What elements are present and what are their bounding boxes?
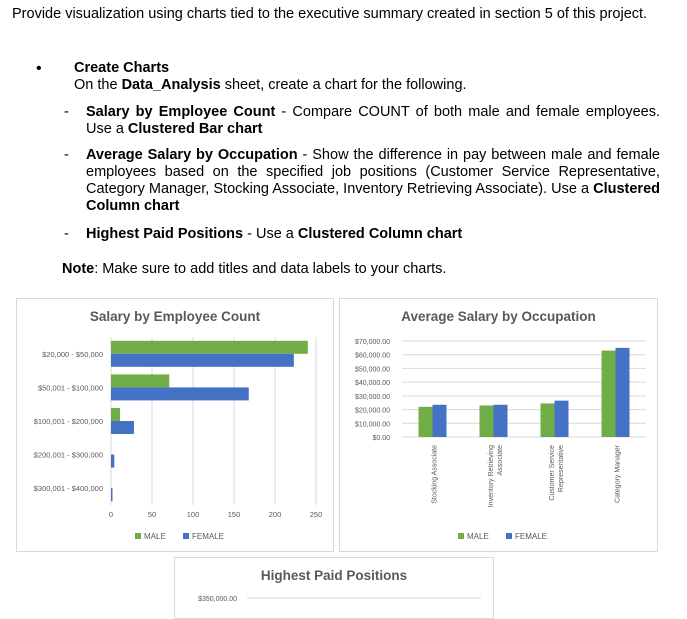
chart-salary-by-employee-count[interactable] [16, 298, 334, 552]
column-male [480, 405, 494, 437]
y-tick-label: $20,000 - $50,000 [42, 349, 103, 359]
dash-marker: - [64, 147, 69, 163]
chart-highest-paid-positions[interactable] [174, 557, 494, 619]
dash-marker: - [64, 226, 69, 242]
y-tick-label: $200,001 - $300,000 [33, 450, 103, 460]
bar-female [111, 455, 114, 468]
bar-chart-svg [17, 299, 333, 551]
bar-female [111, 421, 134, 434]
bar-male [111, 408, 120, 421]
column-male [419, 407, 433, 437]
x-tick-label: 50 [147, 510, 157, 519]
x-tick-label: Representative [558, 445, 565, 493]
x-tick-label: 150 [227, 510, 241, 519]
y-tick-label: $350,000.00 [198, 596, 237, 603]
bar-male [111, 374, 169, 387]
document-body [12, 6, 660, 277]
y-tick-label: $50,000.00 [354, 366, 390, 374]
column-male [602, 351, 616, 437]
intro-paragraph: Provide visualization using charts tied to the executive summary created in section 5 of this project. [12, 6, 648, 22]
y-tick-label: $300,001 - $400,000 [33, 484, 103, 494]
section-title: Create Charts [74, 60, 170, 76]
section-description: On the Data_Analysis sheet, create a chart for the following. [74, 77, 467, 93]
legend-swatch [506, 533, 512, 539]
column-female [616, 348, 630, 437]
list-item: - Highest Paid Positions - Use a Clustered Column chart [64, 226, 463, 242]
x-tick-label: 250 [309, 510, 323, 519]
x-tick-label: Customer Service [549, 445, 556, 501]
bar-female [111, 354, 294, 367]
legend-swatch [458, 533, 464, 539]
chart-title: Average Salary by Occupation [401, 309, 596, 324]
list-item: - Salary by Employee Count - Compare COUNT of both male and female employees. Use a Clustered Bar chart [64, 104, 660, 137]
bullet-dot-icon: • [36, 60, 42, 77]
y-tick-label: $50,001 - $100,000 [37, 383, 103, 393]
column-chart-svg [175, 558, 493, 618]
chart-title: Salary by Employee Count [89, 309, 261, 324]
column-chart-svg [340, 299, 657, 551]
chart-average-salary-by-occupation[interactable] [339, 298, 658, 552]
legend-swatch [135, 533, 141, 539]
legend-swatch [183, 533, 189, 539]
bar-female [111, 387, 249, 400]
y-tick-label: $30,000.00 [354, 393, 390, 401]
legend-label: MALE [144, 532, 166, 541]
x-tick-label: 0 [108, 510, 114, 519]
x-tick-label: Associate [497, 445, 504, 476]
y-tick-label: $0.00 [372, 435, 390, 442]
x-tick-label: Stocking Associate [431, 445, 439, 504]
bar-male [111, 341, 308, 354]
x-tick-label: 200 [268, 510, 282, 519]
bar-female [111, 488, 113, 501]
y-tick-label: $70,000.00 [354, 339, 390, 346]
x-tick-label: Category Manager [614, 445, 622, 503]
dash-marker: - [64, 104, 69, 120]
y-tick-label: $20,000.00 [354, 407, 390, 415]
legend-label: MALE [467, 532, 489, 541]
x-tick-label: Inventory Retrieving [488, 445, 495, 508]
x-tick-label: 100 [186, 510, 200, 519]
column-male [541, 403, 555, 437]
column-female [555, 401, 569, 437]
y-tick-label: $10,000.00 [354, 421, 390, 429]
list-item: - Average Salary by Occupation - Show the difference in pay between male and female employees based on the specified job positions (Customer Service Representative, Category Manager, Stocking Associate, Inventory Retrieving Associate). Use a Clustered Column chart [64, 147, 660, 214]
column-female [433, 405, 447, 437]
column-female [494, 405, 508, 437]
chart-title: Highest Paid Positions [260, 568, 408, 583]
note-line: Note: Make sure to add titles and data labels to your charts. [62, 261, 447, 277]
legend-label: FEMALE [515, 532, 548, 541]
legend-label: FEMALE [192, 532, 225, 541]
y-tick-label: $40,000.00 [354, 380, 390, 388]
y-tick-label: $100,001 - $200,000 [33, 417, 103, 426]
y-tick-label: $60,000.00 [354, 352, 390, 360]
